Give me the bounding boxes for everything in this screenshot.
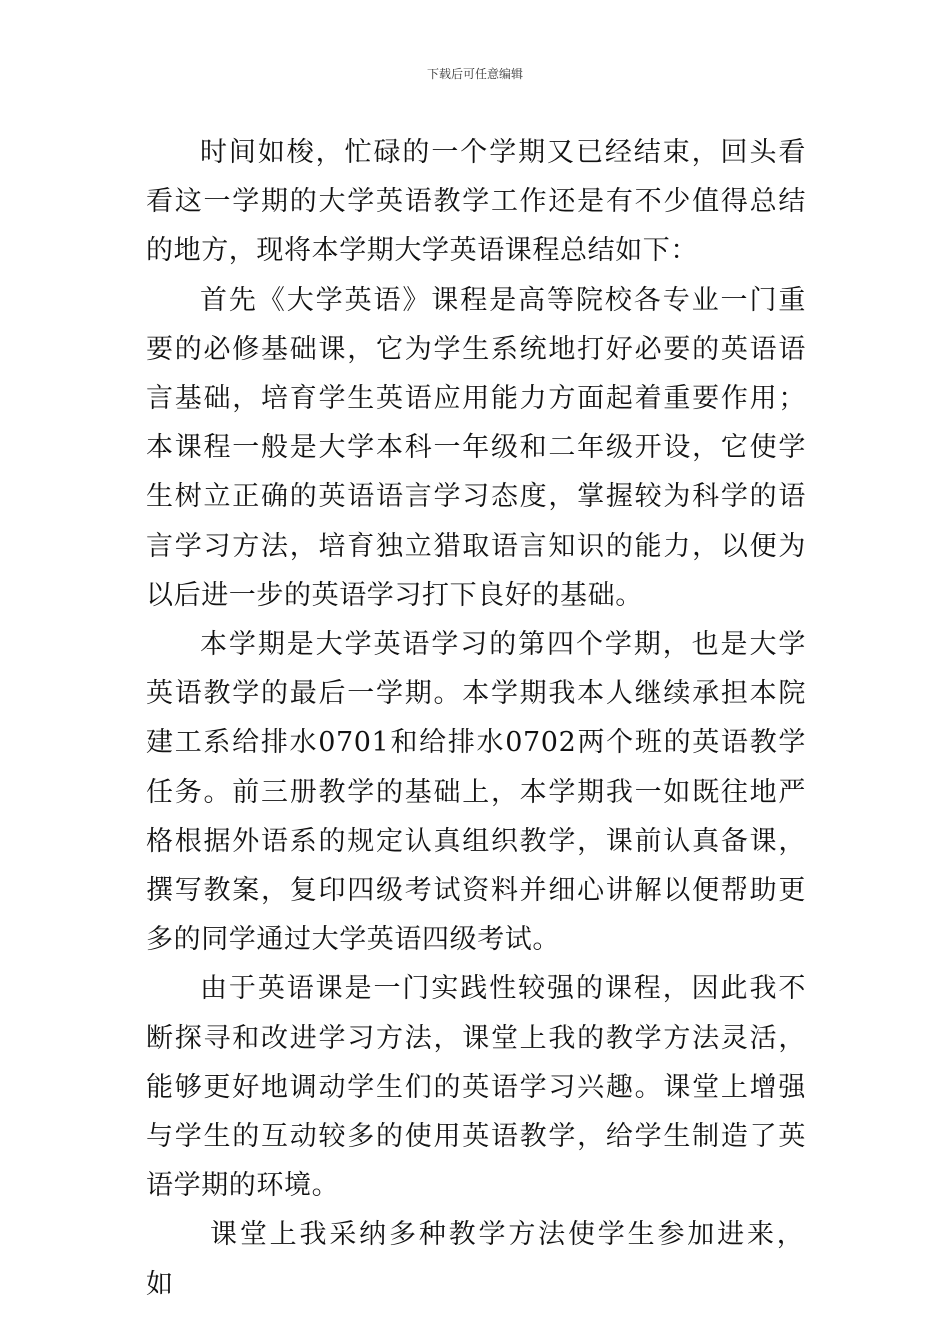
paragraph-3: 本学期是大学英语学习的第四个学期，也是大学英语教学的最后一学期。本学期我本人继续承担本院建工系给排水0701和给排水0702两个班的英语教学任务。前三册教学的基础上，本学期我一如既往地严格根据外语系的规定认真组织教学，课前认真备课，撰写教案，复印四级考试资料并细心讲解以便帮助更多的同学通过大学英语四级考试。 xyxy=(146,629,806,956)
paragraph-4: 由于英语课是一门实践性较强的课程，因此我不断探寻和改进学习方法，课堂上我的教学方法灵活，能够更好地调动学生们的英语学习兴趣。课堂上增强与学生的互动较多的使用英语教学，给学生制造了英语学期的环境。 xyxy=(146,973,806,1202)
header-note: 下载后可任意编辑 xyxy=(426,67,523,81)
paragraph-2: 首先《大学英语》课程是高等院校各专业一门重要的必修基础课，它为学生系统地打好必要的英语语言基础，培育学生英语应用能力方面起着重要作用；本课程一般是大学本科一年级和二年级开设，它使学生树立正确的英语语言学习态度，掌握较为科学的语言学习方法，培育独立猎取语言知识的能力，以便为以后进一步的英语学习打下良好的基础。 xyxy=(146,284,806,611)
paragraph-5: 课堂上我采纳多种教学方法使学生参加进来，如 xyxy=(146,1219,806,1300)
document-body xyxy=(146,128,806,1309)
paragraph-1: 时间如梭，忙碌的一个学期又已经结束，回头看看这一学期的大学英语教学工作还是有不少值得总结的地方，现将本学期大学英语课程总结如下： xyxy=(146,137,806,267)
